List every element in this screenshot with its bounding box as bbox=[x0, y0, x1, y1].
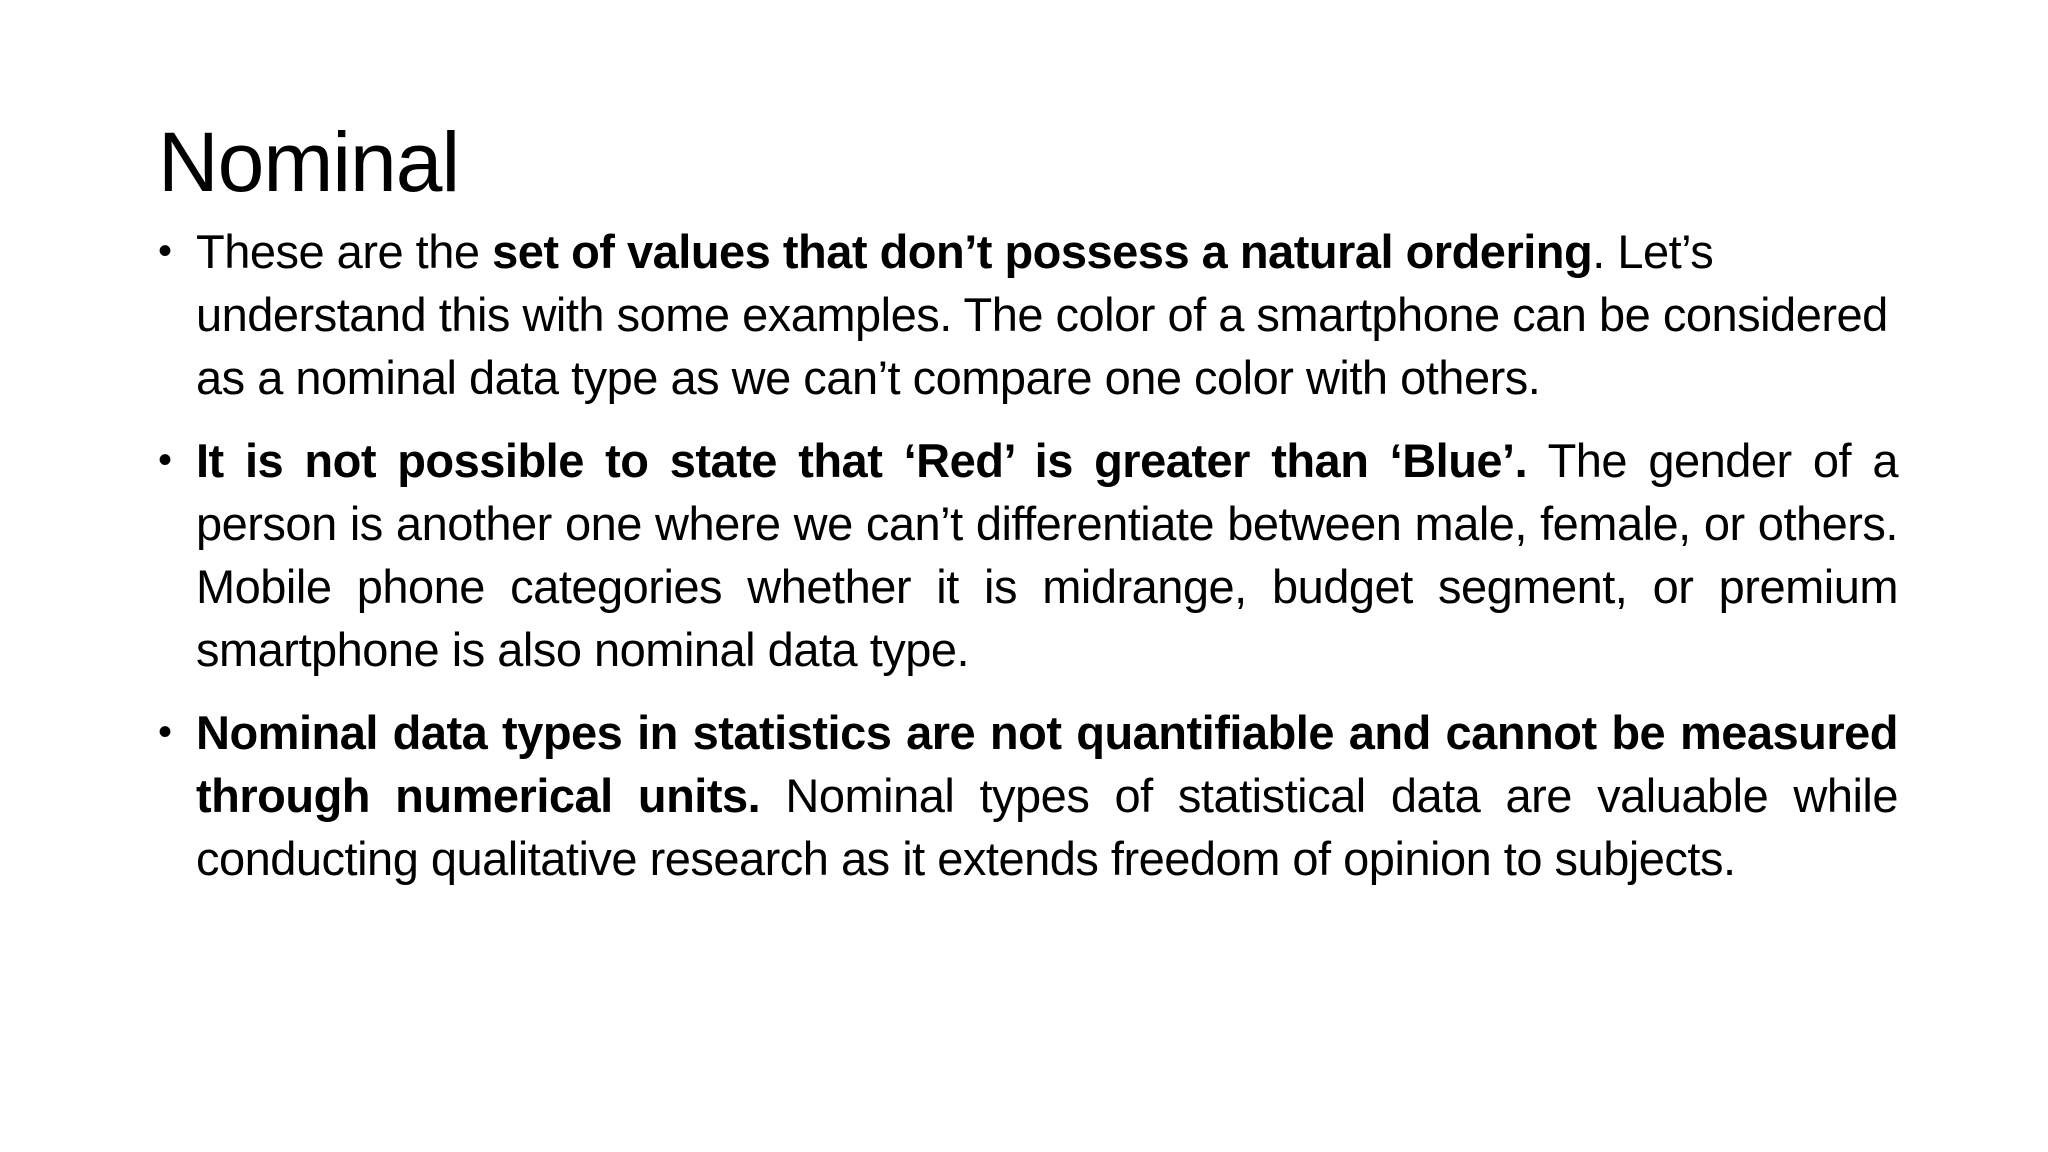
bullet-text-bold: It is not possible to state that ‘Red’ is greater than ‘Blue’. bbox=[196, 434, 1528, 487]
bullet-text-plain: These are the bbox=[196, 225, 493, 278]
bullet-item-2 bbox=[158, 429, 1898, 681]
bullet-text-plain: Nominal types of statistical data are valuable while conducting qualitative research as it extends freedom of opinion to subjects. bbox=[196, 769, 1898, 885]
bullet-text-bold: Nominal data types in statistics are not quantifiable and cannot be measured through numerical units. bbox=[196, 706, 1898, 822]
bullet-text-bold: set of values that don’t possess a natural ordering bbox=[492, 225, 1593, 278]
bullet-marker: • bbox=[158, 438, 172, 482]
bullet-marker: • bbox=[158, 229, 172, 273]
bullet-list bbox=[158, 220, 1898, 910]
bullet-item-1 bbox=[158, 220, 1898, 409]
bullet-marker: • bbox=[158, 710, 172, 754]
bullet-item-3 bbox=[158, 701, 1898, 890]
slide-title: Nominal bbox=[158, 115, 460, 209]
bullet-text-plain: The gender of a person is another one where we can’t differentiate between male, female, or others. Mobile phone categories whether it is midrange, budget segment, or premium smartphone is also nominal data type. bbox=[196, 434, 1898, 676]
bullet-text-plain: . Let’s understand this with some examples. The color of a smartphone can be considered as a nominal data type as we can’t compare one color with others. bbox=[196, 225, 1888, 404]
